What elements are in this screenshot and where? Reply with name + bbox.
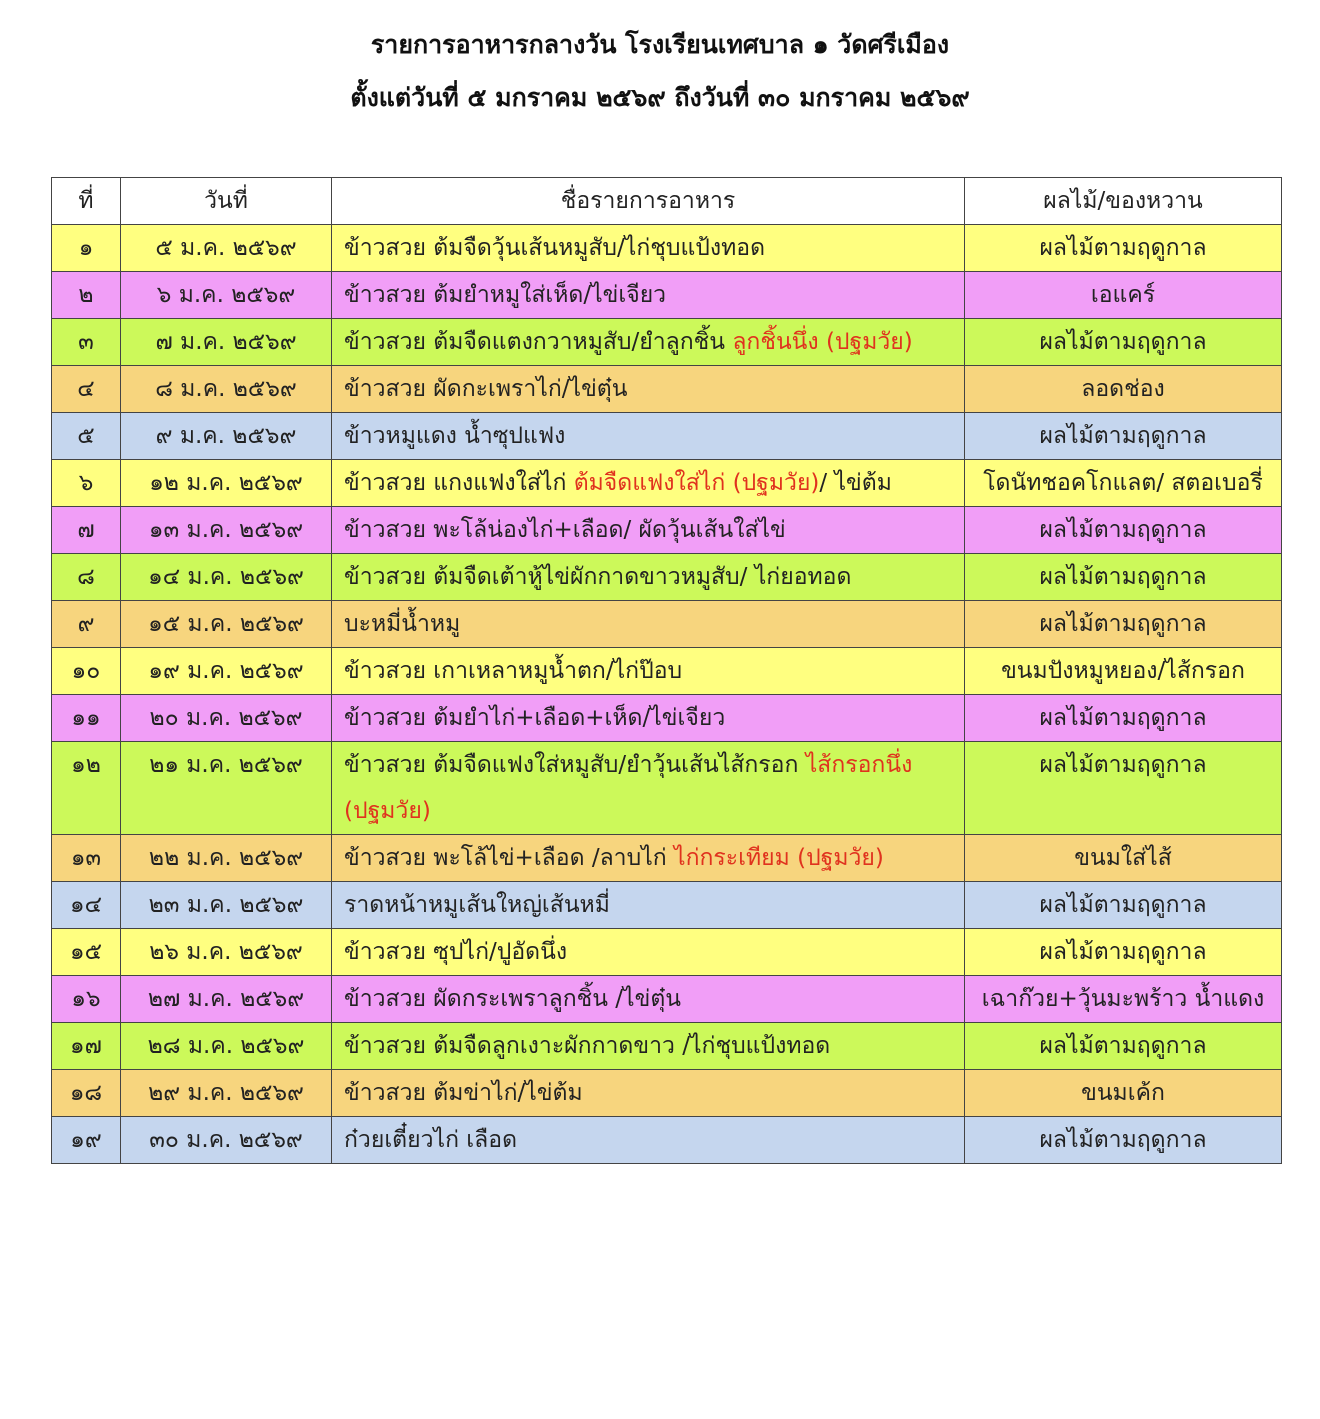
row-number: ๑๓ <box>52 835 121 882</box>
row-date: ๙ ม.ค. ๒๕๖๙ <box>121 413 332 460</box>
row-menu <box>332 648 965 695</box>
row-dessert: ขนมปังหมูหยอง/ไส้กรอก <box>965 648 1282 695</box>
header-date: วันที่ <box>121 178 332 225</box>
row-date: ๘ ม.ค. ๒๕๖๙ <box>121 366 332 413</box>
row-dessert: เฉาก๊วย+วุ้นมะพร้าว น้ำแดง <box>965 976 1282 1023</box>
menu-text: ข้าวสวย ต้มยำหมูใส่เห็ด/ไข่เจียว <box>344 282 667 308</box>
menu-preschool-note: ต้มจืดแฟงใส่ไก่ (ปฐมวัย) <box>573 470 820 496</box>
row-number: ๑๖ <box>52 976 121 1023</box>
menu-preschool-note: ลูกชิ้นนึ่ง (ปฐมวัย) <box>732 329 913 355</box>
row-dessert: ผลไม้ตามฤดูกาล <box>965 929 1282 976</box>
header-no: ที่ <box>52 178 121 225</box>
row-date: ๕ ม.ค. ๒๕๖๙ <box>121 225 332 272</box>
row-menu <box>332 507 965 554</box>
row-dessert: ขนมเค้ก <box>965 1070 1282 1117</box>
row-dessert: เอแคร์ <box>965 272 1282 319</box>
table-row <box>52 366 1282 413</box>
row-number: ๔ <box>52 366 121 413</box>
row-number: ๑๕ <box>52 929 121 976</box>
row-number: ๖ <box>52 460 121 507</box>
menu-text: ข้าวสวย ต้มจืดลูกเงาะผักกาดขาว /ไก่ชุบแป้งทอด <box>344 1033 831 1059</box>
header-menu: ชื่อรายการอาหาร <box>332 178 965 225</box>
row-dessert: ผลไม้ตามฤดูกาล <box>965 1117 1282 1164</box>
row-menu <box>332 225 965 272</box>
row-menu <box>332 1070 965 1117</box>
table-row <box>52 742 1282 835</box>
row-number: ๑๘ <box>52 1070 121 1117</box>
row-date: ๖ ม.ค. ๒๕๖๙ <box>121 272 332 319</box>
row-number: ๑๑ <box>52 695 121 742</box>
menu-text: ข้าวหมูแดง น้ำซุปแฟง <box>344 423 566 449</box>
table-body <box>52 225 1282 1164</box>
table-row <box>52 1070 1282 1117</box>
menu-text: ข้าวสวย ต้มข่าไก่/ไข่ต้ม <box>344 1080 583 1106</box>
table-row <box>52 554 1282 601</box>
row-menu <box>332 1023 965 1070</box>
row-dessert: ผลไม้ตามฤดูกาล <box>965 507 1282 554</box>
table-row <box>52 976 1282 1023</box>
row-number: ๙ <box>52 601 121 648</box>
row-date: ๒๐ ม.ค. ๒๕๖๙ <box>121 695 332 742</box>
row-dessert: ลอดช่อง <box>965 366 1282 413</box>
menu-text: ข้าวสวย ต้มยำไก่+เลือด+เห็ด/ไข่เจียว <box>344 705 726 731</box>
menu-text: ข้าวสวย ผัดกระเพราลูกชิ้น /ไข่ตุ๋น <box>344 986 681 1012</box>
title-block <box>0 18 1320 124</box>
table-row <box>52 1023 1282 1070</box>
table-row <box>52 1117 1282 1164</box>
table-row <box>52 507 1282 554</box>
row-number: ๑๐ <box>52 648 121 695</box>
row-dessert: ผลไม้ตามฤดูกาล <box>965 225 1282 272</box>
row-dessert: ผลไม้ตามฤดูกาล <box>965 695 1282 742</box>
row-menu <box>332 460 965 507</box>
page-subtitle: ตั้งแต่วันที่ ๕ มกราคม ๒๕๖๙ ถึงวันที่ ๓๐ มกราคม ๒๕๖๙ <box>350 83 970 112</box>
row-menu <box>332 695 965 742</box>
table-header-row <box>52 178 1282 225</box>
row-menu <box>332 835 965 882</box>
row-menu <box>332 366 965 413</box>
row-dessert: ผลไม้ตามฤดูกาล <box>965 1023 1282 1070</box>
row-date: ๑๒ ม.ค. ๒๕๖๙ <box>121 460 332 507</box>
row-date: ๒๗ ม.ค. ๒๕๖๙ <box>121 976 332 1023</box>
row-menu <box>332 882 965 929</box>
menu-text: ข้าวสวย เกาเหลาหมูน้ำตก/ไก่ป๊อบ <box>344 658 683 684</box>
row-menu <box>332 929 965 976</box>
row-date: ๓๐ ม.ค. ๒๕๖๙ <box>121 1117 332 1164</box>
menu-preschool-note: ไก่กระเทียม (ปฐมวัย) <box>674 845 884 871</box>
table-row <box>52 601 1282 648</box>
table-row <box>52 695 1282 742</box>
row-dessert: ผลไม้ตามฤดูกาล <box>965 554 1282 601</box>
row-menu <box>332 272 965 319</box>
row-number: ๑ <box>52 225 121 272</box>
row-date: ๒๓ ม.ค. ๒๕๖๙ <box>121 882 332 929</box>
row-number: ๑๗ <box>52 1023 121 1070</box>
table-row <box>52 319 1282 366</box>
row-date: ๒๙ ม.ค. ๒๕๖๙ <box>121 1070 332 1117</box>
table-row <box>52 835 1282 882</box>
table-row <box>52 648 1282 695</box>
row-menu <box>332 601 965 648</box>
table-row <box>52 460 1282 507</box>
menu-text: ราดหน้าหมูเส้นใหญ่เส้นหมี่ <box>344 892 610 918</box>
header-dessert: ผลไม้/ของหวาน <box>965 178 1282 225</box>
row-menu <box>332 976 965 1023</box>
row-number: ๗ <box>52 507 121 554</box>
page-title: รายการอาหารกลางวัน โรงเรียนเทศบาล ๑ วัดศรีเมือง <box>370 30 950 59</box>
row-dessert: ผลไม้ตามฤดูกาล <box>965 601 1282 648</box>
row-date: ๑๔ ม.ค. ๒๕๖๙ <box>121 554 332 601</box>
row-date: ๒๒ ม.ค. ๒๕๖๙ <box>121 835 332 882</box>
row-date: ๑๕ ม.ค. ๒๕๖๙ <box>121 601 332 648</box>
menu-text: ข้าวสวย พะโล้ไข่+เลือด /ลาบไก่ <box>344 845 674 871</box>
row-menu <box>332 413 965 460</box>
table-row <box>52 413 1282 460</box>
row-dessert: ผลไม้ตามฤดูกาล <box>965 742 1282 835</box>
menu-text: ข้าวสวย ต้มจืดแฟงใส่หมูสับ/ยำวุ้นเส้นไส้กรอก <box>344 752 806 778</box>
menu-text: ข้าวสวย ซุปไก่/ปูอัดนึ่ง <box>344 939 568 965</box>
row-date: ๒๖ ม.ค. ๒๕๖๙ <box>121 929 332 976</box>
menu-text: ก๋วยเตี๋ยวไก่ เลือด <box>344 1127 518 1153</box>
row-dessert: โดนัทชอคโกแลต/ สตอเบอรี่ <box>965 460 1282 507</box>
row-date: ๑๙ ม.ค. ๒๕๖๙ <box>121 648 332 695</box>
row-number: ๑๒ <box>52 742 121 835</box>
menu-text: ข้าวสวย ต้มจืดเต้าหู้ไข่ผักกาดขาวหมูสับ/ ไก่ยอทอด <box>344 564 852 590</box>
menu-text: ข้าวสวย แกงแฟงใส่ไก่ <box>344 470 574 496</box>
menu-text: ข้าวสวย ต้มจืดวุ้นเส้นหมูสับ/ไก่ชุบแป้งทอด <box>344 235 766 261</box>
row-menu <box>332 1117 965 1164</box>
row-number: ๕ <box>52 413 121 460</box>
row-date: ๒๑ ม.ค. ๒๕๖๙ <box>121 742 332 835</box>
row-dessert: ขนมใส่ไส้ <box>965 835 1282 882</box>
row-number: ๑๙ <box>52 1117 121 1164</box>
table-row <box>52 882 1282 929</box>
row-number: ๓ <box>52 319 121 366</box>
row-date: ๗ ม.ค. ๒๕๖๙ <box>121 319 332 366</box>
table-row <box>52 225 1282 272</box>
row-dessert: ผลไม้ตามฤดูกาล <box>965 882 1282 929</box>
lunch-menu-table <box>51 177 1282 1164</box>
menu-text: ข้าวสวย พะโล้น่องไก่+เลือด/ ผัดวุ้นเส้นใส่ไข่ <box>344 517 786 543</box>
table-row <box>52 272 1282 319</box>
menu-text: บะหมี่น้ำหมู <box>344 611 461 637</box>
menu-preschool-note: ไส้กรอกนึ่ง (ปฐมวัย) <box>344 752 913 824</box>
row-menu <box>332 319 965 366</box>
menu-text-after: / ไข่ต้ม <box>819 470 892 496</box>
row-number: ๑๔ <box>52 882 121 929</box>
row-date: ๑๓ ม.ค. ๒๕๖๙ <box>121 507 332 554</box>
table-row <box>52 929 1282 976</box>
row-dessert: ผลไม้ตามฤดูกาล <box>965 319 1282 366</box>
row-dessert: ผลไม้ตามฤดูกาล <box>965 413 1282 460</box>
menu-text: ข้าวสวย ผัดกะเพราไก่/ไข่ตุ๋น <box>344 376 628 402</box>
row-number: ๒ <box>52 272 121 319</box>
row-menu <box>332 554 965 601</box>
menu-text: ข้าวสวย ต้มจืดแตงกวาหมูสับ/ยำลูกชิ้น <box>344 329 733 355</box>
row-menu <box>332 742 965 835</box>
row-date: ๒๘ ม.ค. ๒๕๖๙ <box>121 1023 332 1070</box>
row-number: ๘ <box>52 554 121 601</box>
